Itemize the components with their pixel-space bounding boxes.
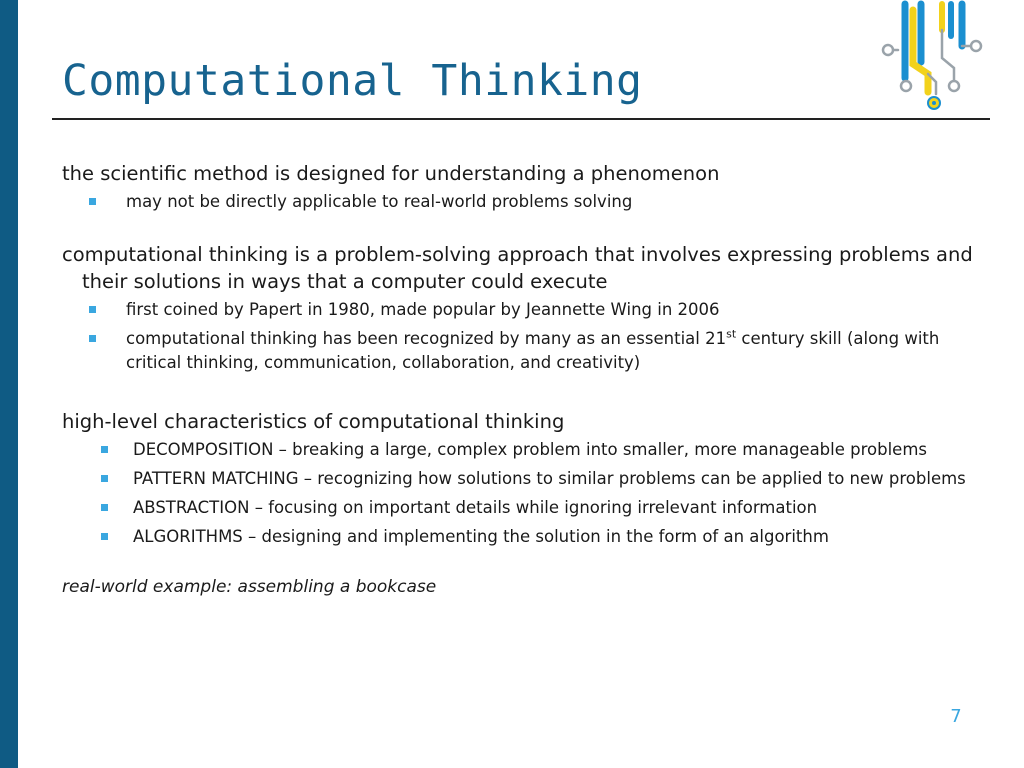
bullet-list-computational-thinking — [62, 298, 992, 375]
bullet-text-continued: century skill (along with critical thinking, communication, collaboration, and creativity) — [126, 329, 940, 372]
slide-body — [62, 160, 992, 599]
left-accent-bar — [0, 0, 18, 768]
example-note: real-world example: assembling a bookcase — [62, 577, 437, 597]
slide-title: Computational Thinking — [62, 56, 643, 106]
section-heading-characteristics: high-level characteristics of computational thinking — [62, 410, 565, 433]
circuit-logo-icon — [876, 0, 988, 112]
bullet-list-scientific-method — [62, 190, 992, 214]
list-item — [62, 327, 992, 375]
list-item — [62, 298, 992, 322]
bullet-text: first coined by Papert in 1980, made popular by Jeannette Wing in 2006 — [126, 300, 720, 319]
bullet-list-characteristics — [62, 438, 992, 549]
superscript: st — [726, 327, 737, 341]
bullet-text: may not be directly applicable to real-world problems solving — [126, 192, 633, 211]
list-item — [62, 438, 992, 462]
bullet-text: PATTERN MATCHING – recognizing how solutions to similar problems can be applied to new problems — [133, 469, 966, 488]
bullet-text: computational thinking has been recognized by many as an essential 21 — [126, 329, 727, 348]
square-bullet-icon — [89, 198, 96, 205]
square-bullet-icon — [101, 446, 108, 453]
square-bullet-icon — [101, 475, 108, 482]
page-number: 7 — [950, 706, 962, 727]
bullet-text: ALGORITHMS – designing and implementing the solution in the form of an algorithm — [133, 527, 829, 546]
square-bullet-icon — [89, 335, 96, 342]
title-divider — [52, 118, 990, 120]
square-bullet-icon — [101, 533, 108, 540]
list-item — [62, 467, 992, 491]
list-item — [62, 190, 992, 214]
section-heading-computational-thinking: computational thinking is a problem-solving approach that involves expressing problems and their solutions in ways that a computer could execute — [62, 243, 973, 293]
bullet-text: DECOMPOSITION – breaking a large, complex problem into smaller, more manageable problems — [133, 440, 928, 459]
list-item — [62, 525, 992, 549]
square-bullet-icon — [89, 306, 96, 313]
list-item — [62, 496, 992, 520]
square-bullet-icon — [101, 504, 108, 511]
bullet-text: ABSTRACTION – focusing on important details while ignoring irrelevant information — [133, 498, 818, 517]
section-heading-scientific-method: the scientific method is designed for understanding a phenomenon — [62, 162, 720, 185]
